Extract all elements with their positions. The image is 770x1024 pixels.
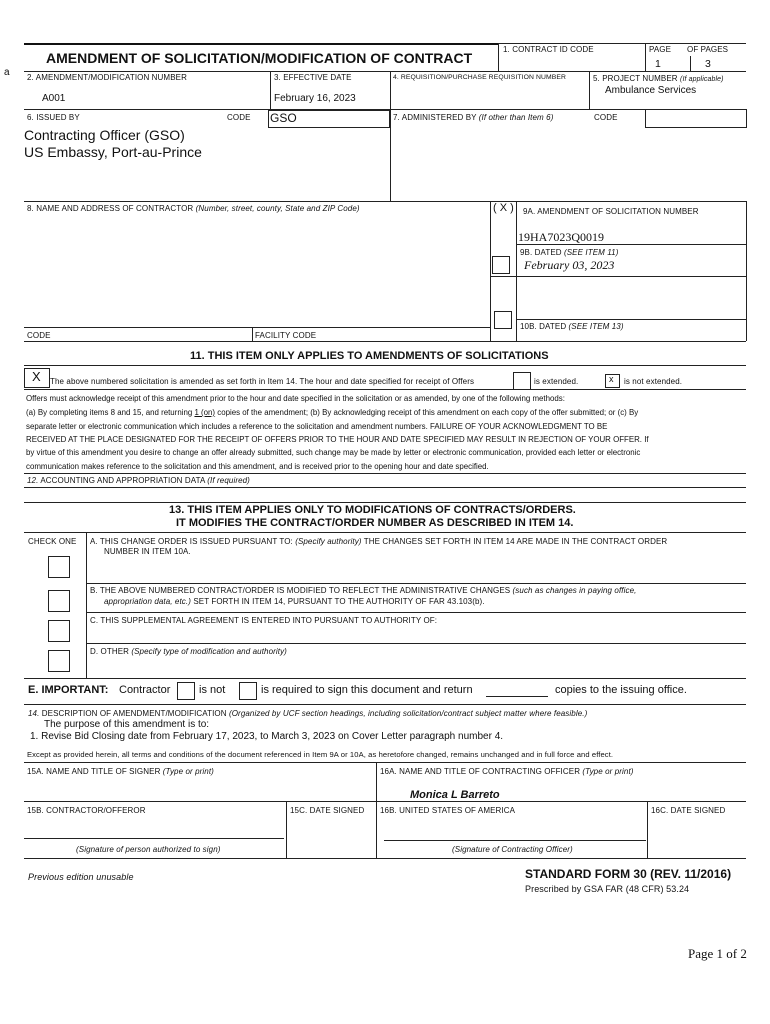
- right-edge-rule: [746, 201, 747, 341]
- item16b-label: 16B. UNITED STATES OF AMERICA: [380, 806, 516, 815]
- item11-title-rule: [24, 365, 746, 366]
- form-title: AMENDMENT OF SOLICITATION/MODIFICATION OF CONTRACT: [46, 50, 473, 66]
- row2-divider-3: [589, 71, 590, 109]
- item10-checkbox[interactable]: [494, 311, 512, 329]
- item14-label: [28, 709, 587, 718]
- important-label: E. IMPORTANT:: [28, 684, 109, 696]
- opt-b-line1: [90, 586, 636, 595]
- is-required-checkbox[interactable]: [239, 682, 257, 700]
- ack-line2b: copies of the amendment; (b) By acknowledging receipt of this amendment on each copy of the offer submitted; or (c) By: [217, 408, 639, 417]
- item1-label: 1. CONTRACT ID CODE: [503, 45, 594, 54]
- item9a-value[interactable]: 19HA7023Q0019: [518, 230, 604, 244]
- opt-a-note: (Specify authority): [295, 537, 362, 546]
- standard-form: STANDARD FORM 30 (REV. 11/2016): [525, 867, 732, 881]
- item6-code-value: GSO: [270, 111, 297, 125]
- col-divider: [498, 43, 499, 71]
- page-label: PAGE: [649, 45, 672, 54]
- top-rule: [24, 43, 498, 45]
- header-top-right-rule: [498, 43, 746, 44]
- row2-top-rule: [24, 71, 746, 72]
- item13-top-rule: [24, 502, 746, 503]
- item5-label-note: (If applicable): [680, 76, 724, 83]
- row9b-rule: [516, 244, 746, 245]
- of-pages-label: OF PAGES: [687, 45, 729, 54]
- item3-value[interactable]: February 16, 2023: [274, 93, 356, 104]
- row8-top-rule: [24, 201, 746, 202]
- item4-label: 4. REQUISITION/PURCHASE REQUISITION NUMBER: [393, 74, 567, 81]
- contractor-signature-line[interactable]: [24, 838, 284, 839]
- item14-note: (Organized by UCF section headings, including solicitation/contract subject matter where feasible.): [228, 709, 588, 718]
- item12-label: [27, 476, 250, 485]
- item2-label: 2. AMENDMENT/MODIFICATION NUMBER: [27, 73, 187, 82]
- item15-16-divider: [376, 762, 377, 858]
- important-copies: copies to the issuing office.: [555, 684, 687, 696]
- check-one-label: CHECK ONE: [28, 537, 77, 546]
- except-text: Except as provided herein, all terms and conditions of the document referenced in Item 9A or 10A, as heretofore changed, remains unchanged and in full force and effect.: [27, 750, 614, 759]
- ack-line2: [26, 406, 638, 420]
- code-label: CODE: [27, 331, 51, 340]
- opt-a-checkbox[interactable]: [48, 556, 70, 578]
- row9-divider: [516, 201, 517, 341]
- item15a-text: 15A. NAME AND TITLE OF SIGNER: [27, 767, 161, 776]
- item5-label: [593, 74, 724, 83]
- sig-person-label: (Signature of person authorized to sign): [76, 845, 221, 854]
- item6-line2: US Embassy, Port-au-Prince: [24, 144, 202, 160]
- sig-officer-label: (Signature of Contracting Officer): [452, 845, 573, 854]
- item14-line1: The purpose of this amendment is to:: [44, 719, 210, 730]
- opt-d-checkbox[interactable]: [48, 650, 70, 672]
- code-row-rule: [24, 327, 490, 328]
- opt-b-text2: SET FORTH IN ITEM 14, PURSUANT TO THE AUTHORITY OF FAR 43.103(b).: [193, 597, 485, 606]
- officer-signature-line[interactable]: [384, 840, 646, 841]
- opt-c-checkbox[interactable]: [48, 620, 70, 642]
- page-value: 1: [655, 58, 661, 70]
- item15b-label: 15B. CONTRACTOR/OFFEROR: [27, 806, 146, 815]
- item7-label-text: 7. ADMINISTERED BY: [393, 113, 477, 122]
- page-divider: [645, 43, 646, 71]
- opt-d-rule: [86, 643, 746, 644]
- item8-label-note: (Number, street, county, State and ZIP Code): [195, 204, 360, 213]
- item10b-label: [520, 322, 624, 331]
- ack-line5: by virtue of this amendment you desire to change an offer already submitted, such change may be made by letter or electronic communication, provided each letter or electronic: [26, 448, 641, 457]
- item15a-note: (Type or print): [162, 767, 214, 776]
- item3-label: 3. EFFECTIVE DATE: [274, 73, 352, 82]
- item5-value[interactable]: Ambulance Services: [605, 85, 697, 96]
- facility-divider: [252, 327, 253, 341]
- ack-line4: RECEIVED AT THE PLACE DESIGNATED FOR THE RECEIPT OF OFFERS PRIOR TO THE HOUR AND DATE SPECIFIED MAY RESULT IN REJECTION OF YOUR OFFER. If: [26, 435, 649, 444]
- opt-b-line2: [104, 597, 485, 606]
- check-one-divider: [86, 532, 87, 678]
- item12-note: (If required): [207, 476, 250, 485]
- opt-d-line: [90, 647, 287, 656]
- is-not-extended-label: is not extended.: [624, 377, 683, 386]
- item7-label-note: (If other than Item 6): [478, 113, 554, 122]
- item6-line1: Contracting Officer (GSO): [24, 127, 185, 143]
- row2-divider-1: [270, 71, 271, 109]
- x-mark: ( X ): [493, 202, 514, 214]
- item13-title2: IT MODIFIES THE CONTRACT/ORDER NUMBER AS DESCRIBED IN ITEM 14.: [176, 517, 574, 529]
- item5-label-text: 5. PROJECT NUMBER: [593, 74, 678, 83]
- row2-divider-2: [390, 71, 391, 201]
- item7-code-box[interactable]: [645, 109, 747, 128]
- opt-c-rule: [86, 612, 746, 613]
- copies-blank[interactable]: [486, 696, 548, 697]
- item16a-note: (Type or print): [582, 767, 634, 776]
- is-extended-label: is extended.: [534, 377, 579, 386]
- important-is-required: is required to sign this document and return: [261, 684, 473, 696]
- item12-bottom-rule: [24, 487, 746, 488]
- ack-line2a: (a) By completing items 8 and 15, and returning: [26, 408, 193, 417]
- item2-value[interactable]: A001: [42, 93, 66, 104]
- opt-b-text: B. THE ABOVE NUMBERED CONTRACT/ORDER IS MODIFIED TO REFLECT THE ADMINISTRATIVE CHANGES: [90, 586, 511, 595]
- facility-code-label: FACILITY CODE: [255, 331, 317, 340]
- opt-a-line1: [90, 537, 667, 546]
- item7-label: [393, 113, 553, 122]
- item14-number: 14.: [28, 709, 40, 718]
- item8-label: [27, 204, 360, 213]
- item11-title: 11. THIS ITEM ONLY APPLIES TO AMENDMENTS OF SOLICITATIONS: [190, 350, 549, 362]
- item16c-label: 16C. DATE SIGNED: [651, 806, 726, 815]
- pages-value: 3: [705, 58, 711, 70]
- pages-divider: [690, 56, 691, 71]
- item13-title-rule: [24, 532, 746, 533]
- item12-number: 12.: [27, 476, 39, 485]
- is-extended-checkbox[interactable]: [513, 372, 531, 390]
- opt-b-note2: appropriation data, etc.): [104, 597, 191, 606]
- previous-edition: Previous edition unusable: [28, 872, 134, 882]
- item13-title1: 13. THIS ITEM APPLIES ONLY TO MODIFICATIONS OF CONTRACTS/ORDERS.: [169, 504, 576, 516]
- not-extended-x: x: [609, 374, 614, 384]
- item12-top-rule: [24, 473, 746, 474]
- item7-code-label: CODE: [594, 113, 618, 122]
- ack-line1: Offers must acknowledge receipt of this amendment prior to the hour and date specified in the solicitation or as amended, by one of the following methods:: [26, 394, 565, 403]
- opt-b-rule: [86, 583, 746, 584]
- opt-c-line: C. THIS SUPPLEMENTAL AGREEMENT IS ENTERED INTO PURSUANT TO AUTHORITY OF:: [90, 616, 438, 625]
- item15b-top-rule: [24, 801, 746, 802]
- item9b-label: [520, 248, 618, 257]
- item16a-label: [380, 767, 634, 776]
- row10b-rule: [516, 319, 746, 320]
- important-is-not: is not: [199, 684, 226, 696]
- item11-top-rule: [24, 341, 746, 342]
- opt-b-note: (such as changes in paying office,: [512, 586, 637, 595]
- item9b-label-text: 9B. DATED: [520, 248, 562, 257]
- item9a-label: 9A. AMENDMENT OF SOLICITATION NUMBER: [523, 207, 699, 216]
- ack-copies-field[interactable]: 1 (on): [194, 408, 216, 417]
- prescribed: Prescribed by GSA FAR (48 CFR) 53.24: [525, 884, 690, 894]
- margin-mark: a: [4, 67, 10, 78]
- ack-line6: communication makes reference to the solicitation and this amendment, and is received prior to the opening hour and date specified.: [26, 462, 489, 471]
- item15c-divider: [286, 801, 287, 858]
- item13-bottom-rule: [24, 678, 746, 679]
- item15c-label: 15C. DATE SIGNED: [290, 806, 365, 815]
- page-footer: Page 1 of 2: [688, 946, 747, 961]
- is-not-checkbox[interactable]: [177, 682, 195, 700]
- item6-code-label: CODE: [227, 113, 251, 122]
- ack-line3: separate letter or electronic communication which includes a reference to the solicitation and amendment numbers. FAILURE OF YOUR ACKNOWLEDGMENT TO BE: [26, 422, 608, 431]
- opt-a-text2: THE CHANGES SET FORTH IN ITEM 14 ARE MADE IN THE CONTRACT ORDER: [363, 537, 668, 546]
- opt-d-text: D. OTHER: [90, 647, 130, 656]
- opt-b-checkbox[interactable]: [48, 590, 70, 612]
- item12-text: ACCOUNTING AND APPROPRIATION DATA: [40, 476, 205, 485]
- item15a-label: [27, 767, 214, 776]
- opt-d-note: (Specify type of modification and authority): [131, 647, 287, 656]
- item14-line2: 1. Revise Bid Closing date from February 17, 2023, to March 3, 2023 on Cover Letter paragraph number 4.: [30, 731, 504, 742]
- important-contractor: Contractor: [119, 684, 171, 696]
- item10b-label-text: 10B. DATED: [520, 322, 567, 331]
- row8-divider: [490, 201, 491, 341]
- item16a-value[interactable]: Monica L Barreto: [410, 789, 500, 801]
- item14-text: DESCRIPTION OF AMENDMENT/MODIFICATION: [41, 709, 227, 718]
- item11-text: The above numbered solicitation is amended as set forth in Item 14. The hour and date specified for receipt of Offers: [50, 377, 475, 386]
- item11-x: X: [32, 369, 41, 384]
- item6-label: 6. ISSUED BY: [27, 113, 80, 122]
- item9b-label-note: (SEE ITEM 11): [563, 248, 619, 257]
- opt-a-line2: NUMBER IN ITEM 10A.: [104, 547, 191, 556]
- opt-a-text: A. THIS CHANGE ORDER IS ISSUED PURSUANT TO:: [90, 537, 293, 546]
- item9-checkbox[interactable]: [492, 256, 510, 274]
- item11-row-rule: [24, 389, 746, 390]
- item16a-text: 16A. NAME AND TITLE OF CONTRACTING OFFICER: [380, 767, 581, 776]
- item15-top-rule: [24, 762, 746, 763]
- bottom-rule: [24, 858, 746, 859]
- item10b-label-note: (SEE ITEM 13): [568, 322, 624, 331]
- item14-top-rule: [24, 704, 746, 705]
- item9b-value[interactable]: February 03, 2023: [524, 258, 615, 272]
- item8-label-text: 8. NAME AND ADDRESS OF CONTRACTOR: [27, 204, 194, 213]
- item16c-divider: [647, 801, 648, 858]
- row10a-rule: [490, 276, 746, 277]
